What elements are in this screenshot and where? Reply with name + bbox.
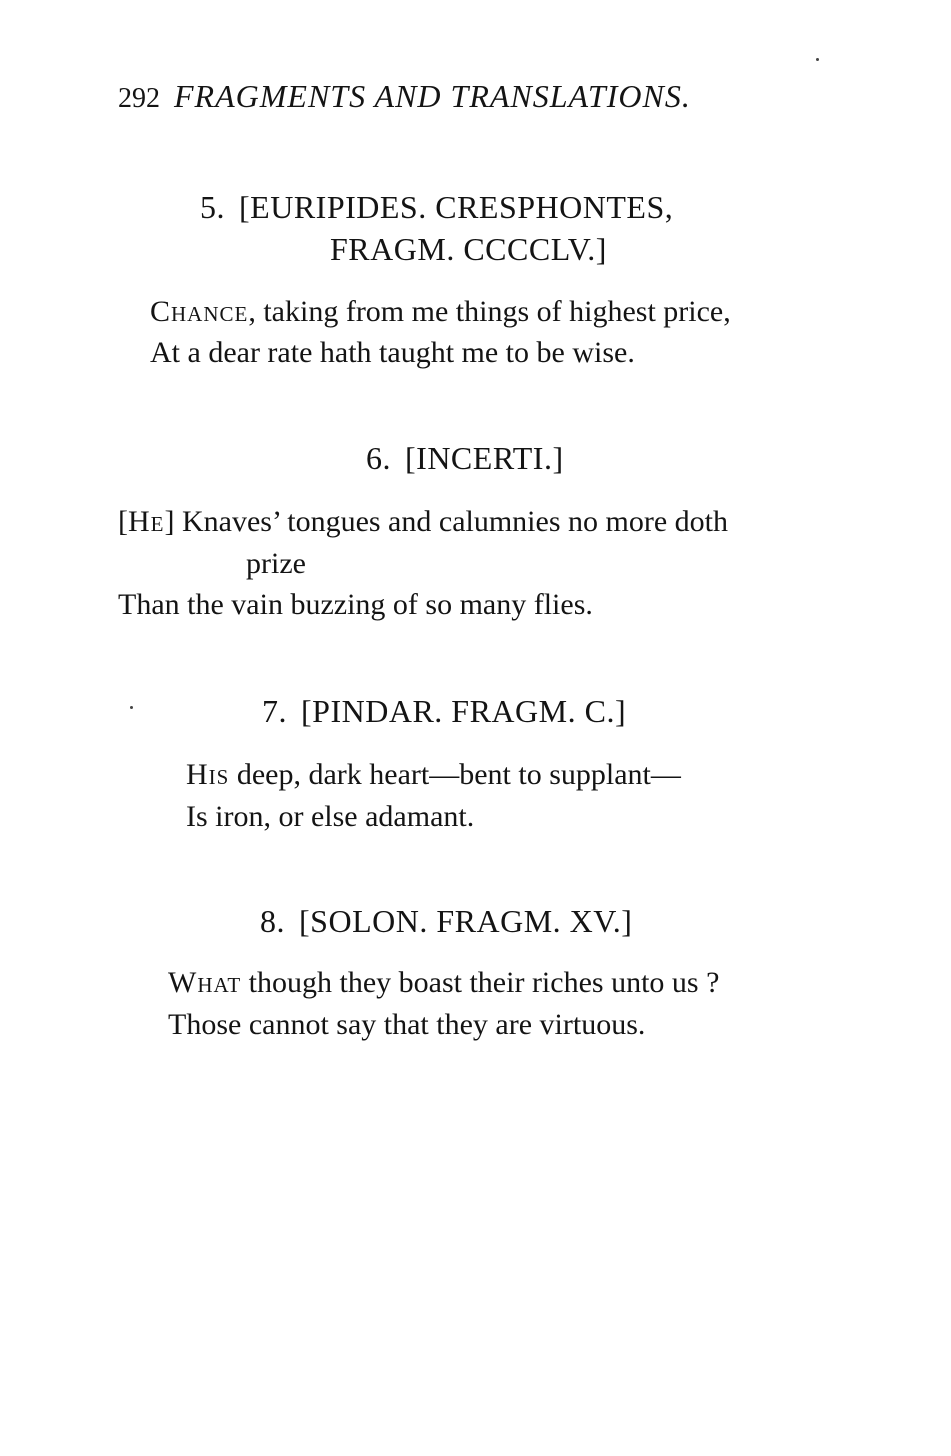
small-caps-lead: What bbox=[168, 966, 242, 999]
section-number: 6. bbox=[366, 440, 391, 476]
section-6-heading bbox=[366, 437, 564, 479]
section-title: [EURIPIDES. CRESPHONTES, bbox=[239, 189, 674, 225]
verse-line bbox=[168, 963, 719, 1003]
print-speck bbox=[130, 706, 133, 709]
verse-line bbox=[168, 1005, 645, 1045]
verse-line bbox=[186, 797, 474, 837]
verse-text: though they boast their riches unto us ? bbox=[241, 966, 720, 999]
running-head bbox=[118, 76, 838, 119]
print-speck bbox=[816, 58, 819, 61]
verse-text: Those cannot say that they are virtuous. bbox=[168, 1008, 646, 1041]
verse-line bbox=[186, 755, 681, 795]
section-title-continued: FRAGM. CCCCLV.] bbox=[330, 231, 607, 267]
verse-line bbox=[118, 502, 728, 542]
small-caps-lead: Chance bbox=[150, 295, 249, 328]
verse-text: prize bbox=[246, 547, 306, 580]
small-caps-lead: His bbox=[186, 758, 230, 791]
section-8-heading bbox=[260, 900, 632, 942]
section-number: 7. bbox=[262, 693, 287, 729]
verse-line bbox=[118, 585, 593, 625]
running-title: FRAGMENTS AND TRANSLATIONS. bbox=[174, 78, 691, 114]
verse-text: At a dear rate hath taught me to be wise. bbox=[150, 336, 635, 369]
page-number: 292 bbox=[118, 83, 160, 114]
verse-line bbox=[150, 333, 635, 373]
bracket: [ bbox=[118, 505, 128, 538]
section-number: 8. bbox=[260, 903, 285, 939]
verse-text: Is iron, or else adamant. bbox=[186, 800, 475, 833]
verse-text: Knaves’ tongues and calumnies no more doth bbox=[174, 505, 728, 538]
section-title: [PINDAR. FRAGM. C.] bbox=[301, 693, 627, 729]
bracket: ] bbox=[164, 505, 175, 538]
verse-line-runover bbox=[246, 544, 306, 584]
verse-text: deep, dark heart—bent to supplant— bbox=[229, 758, 681, 791]
section-number: 5. bbox=[200, 189, 225, 225]
section-5-heading-continued bbox=[330, 228, 607, 270]
verse-text: , taking from me things of highest price, bbox=[248, 295, 731, 328]
section-title: [INCERTI.] bbox=[405, 440, 564, 476]
verse-line bbox=[150, 292, 731, 332]
verse-text: Than the vain buzzing of so many flies. bbox=[118, 588, 593, 621]
section-7-heading bbox=[262, 690, 626, 732]
section-5-heading bbox=[200, 186, 673, 228]
section-title: [SOLON. FRAGM. XV.] bbox=[299, 903, 633, 939]
small-caps-lead: He bbox=[128, 505, 165, 538]
